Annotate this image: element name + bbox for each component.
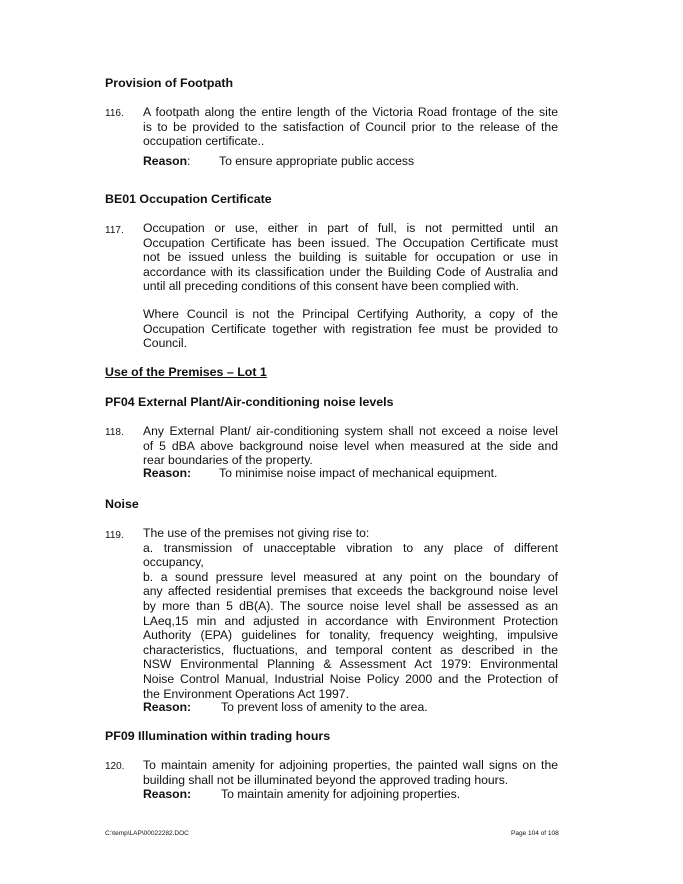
text-line: To maintain amenity for adjoining properties, the painted wall signs on the [143, 758, 558, 772]
condition-118-text [143, 424, 558, 468]
item-a-line: a. transmission of unacceptable vibration to any place of different [143, 540, 558, 555]
condition-number-116: 116. [105, 108, 124, 119]
text-line: occupation certificate.. [143, 134, 265, 149]
reason-label: Reason [143, 154, 188, 168]
text-line: Where Council is not the Principal Certifying Authority, a copy of the [143, 307, 558, 321]
item-b-line: Authority (EPA) guidelines for tonality, frequency weighting, impulsive [143, 628, 558, 643]
text-line: until all preceding conditions of this consent have been complied with. [143, 279, 520, 294]
condition-116-text [143, 105, 558, 149]
footer-page-number: Page 104 of 108 [511, 830, 559, 837]
item-b-line: Noise Control Manual, Industrial Noise Policy 2000 and the Protection of [143, 671, 558, 686]
item-b-line: LAeq,15 min and adjusted in accordance with Environment Protection [143, 613, 558, 628]
condition-117-text-2 [143, 307, 558, 351]
reason-text: To prevent loss of amenity to the area. [221, 700, 428, 714]
condition-number-119: 119. [105, 530, 124, 541]
reason-colon: : [187, 154, 191, 168]
reason-label: Reason: [143, 787, 192, 801]
heading-pf09-illumination: PF09 Illumination within trading hours [105, 729, 331, 743]
item-a-line: occupancy, [143, 555, 204, 570]
text-line: of 5 dBA above background noise level when measured at the side and [143, 438, 558, 453]
condition-120-reason [143, 787, 558, 802]
condition-119-reason [143, 700, 558, 715]
text-line: Council. [143, 336, 188, 351]
condition-116-reason [143, 154, 558, 169]
condition-119-text [143, 526, 558, 701]
heading-use-of-the-premises: Use of the Premises – Lot 1 [105, 365, 267, 379]
heading-pf04-external-plant: PF04 External Plant/Air-conditioning noise levels [105, 395, 394, 409]
item-b-line: any affected residential premises that exceeds the background noise level [143, 584, 558, 599]
text-line: Occupation or use, either in part of full, is not permitted until an [143, 221, 558, 235]
item-b-line: b. a sound pressure level measured at any point on the boundary of [143, 569, 558, 584]
heading-provision-of-footpath: Provision of Footpath [105, 76, 234, 90]
heading-be01-occupation-certificate: BE01 Occupation Certificate [105, 192, 272, 206]
reason-text: To minimise noise impact of mechanical equipment. [219, 466, 498, 480]
heading-noise: Noise [105, 497, 139, 511]
condition-number-118: 118. [105, 427, 124, 438]
text-line: not be issued unless the building is suitable for occupation or use in [143, 250, 558, 265]
footer-file-path: C:\temp\LAP\00022282.DOC [105, 830, 189, 837]
text-line: accordance with its classification under the Building Code of Australia and [143, 264, 558, 279]
text-line: building shall not be illuminated beyond the approved trading hours. [143, 772, 509, 787]
reason-label: Reason: [143, 466, 192, 480]
reason-text: To ensure appropriate public access [219, 154, 415, 168]
item-b-line: characteristics, fluctuations, and temporal content as described in the [143, 642, 558, 657]
text-line: rear boundaries of the property. [143, 453, 313, 468]
condition-117-text [143, 221, 558, 294]
item-b-line: by more than 5 dB(A). The source noise level shall be assessed as an [143, 598, 558, 613]
text-line: Occupation Certificate together with registration fee must be provided to [143, 321, 558, 336]
text-line: Any External Plant/ air-conditioning system shall not exceed a noise level [143, 424, 558, 438]
item-b-line: the Environment Operations Act 1997. [143, 686, 349, 701]
text-line: A footpath along the entire length of the Victoria Road frontage of the site [143, 105, 558, 119]
text-line: The use of the premises not giving rise to: [143, 526, 370, 540]
reason-text: To maintain amenity for adjoining properties. [221, 787, 461, 801]
condition-number-120: 120. [105, 761, 125, 772]
text-line: is to be provided to the satisfaction of Council prior to the release of the [143, 119, 558, 134]
condition-number-117: 117. [105, 225, 124, 236]
condition-120-text [143, 758, 558, 787]
condition-118-reason [143, 466, 558, 481]
text-line: Occupation Certificate has been issued. The Occupation Certificate must [143, 235, 558, 250]
reason-label: Reason: [143, 700, 192, 714]
item-b-line: NSW Environmental Planning & Assessment Act 1979: Environmental [143, 657, 558, 672]
